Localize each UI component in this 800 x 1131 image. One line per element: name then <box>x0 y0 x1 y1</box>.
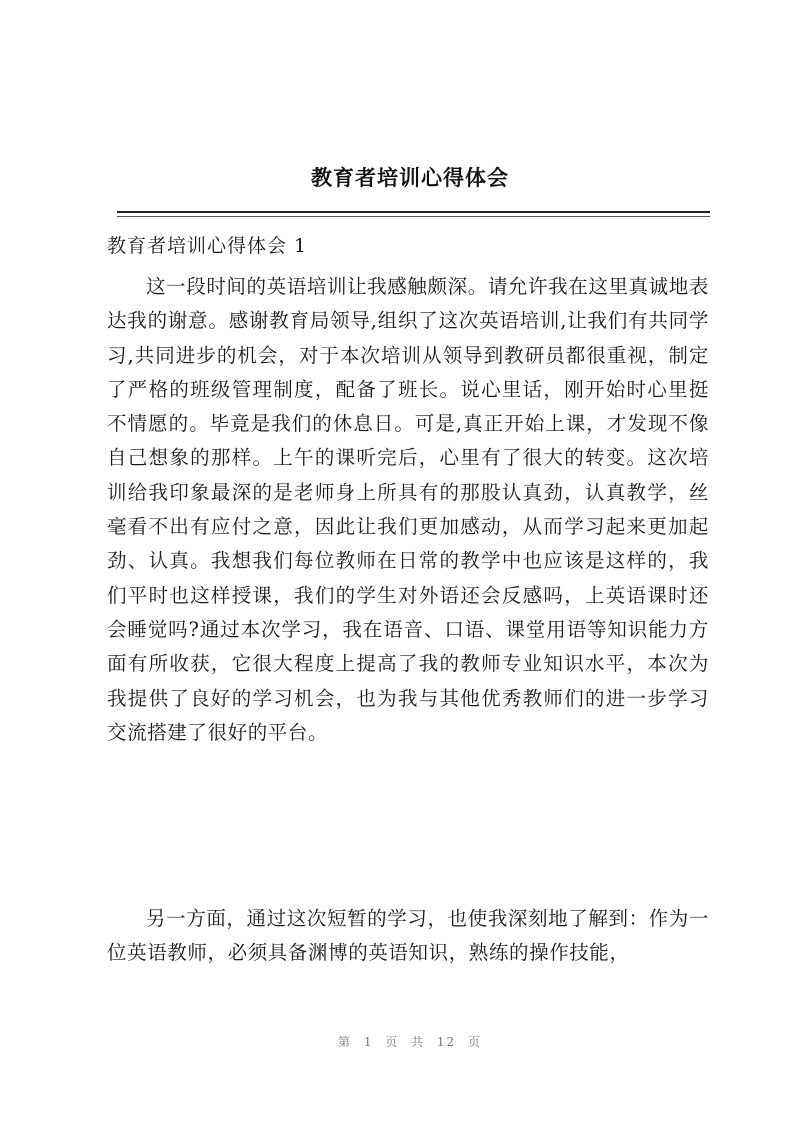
document-title: 教育者培训心得体会 <box>311 166 509 190</box>
page-number-footer: 第 1 页 共 12 页 <box>338 1035 482 1049</box>
paragraph-1: 这一段时间的英语培训让我感触颇深。请允许我在这里真诚地表达我的谢意。感谢教育局领导,组织了这次英语培训,让我们有共同学习,共同进步的机会，对于本次培训从领导到教研员都很重视，制定了严格的班级管理制度，配备了班长。说心里话，刚开始时心里挺不情愿的。毕竟是我们的休息日。可是,真正开始上课，才发现不像自己想象的那样。上午的课听完后，心里有了很大的转变。这次培训给我印象最深的是老师身上所具有的那股认真劲，认真教学，丝毫看不出有应付之意，因此让我们更加感动，从而学习起来更加起劲、认真。我想我们每位教师在日常的教学中也应该是这样的，我们平时也这样授课，我们的学生对外语还会反感吗，上英语课时还会睡觉吗?通过本次学习，我在语音、口语、课堂用语等知识能力方面有所收获，它很大程度上提高了我的教师专业知识水平，本次为我提供了良好的学习机会，也为我与其他优秀教师们的进一步学习交流搭建了很好的平台。 <box>107 275 709 744</box>
title-divider-thick <box>117 211 710 213</box>
title-divider-thin <box>117 216 710 217</box>
paragraph-2: 另一方面，通过这次短暂的学习，也使我深刻地了解到：作为一位英语教师，必须具备渊博的英语知识，熟练的操作技能， <box>107 907 709 965</box>
section-heading: 教育者培训心得体会 1 <box>107 235 308 257</box>
